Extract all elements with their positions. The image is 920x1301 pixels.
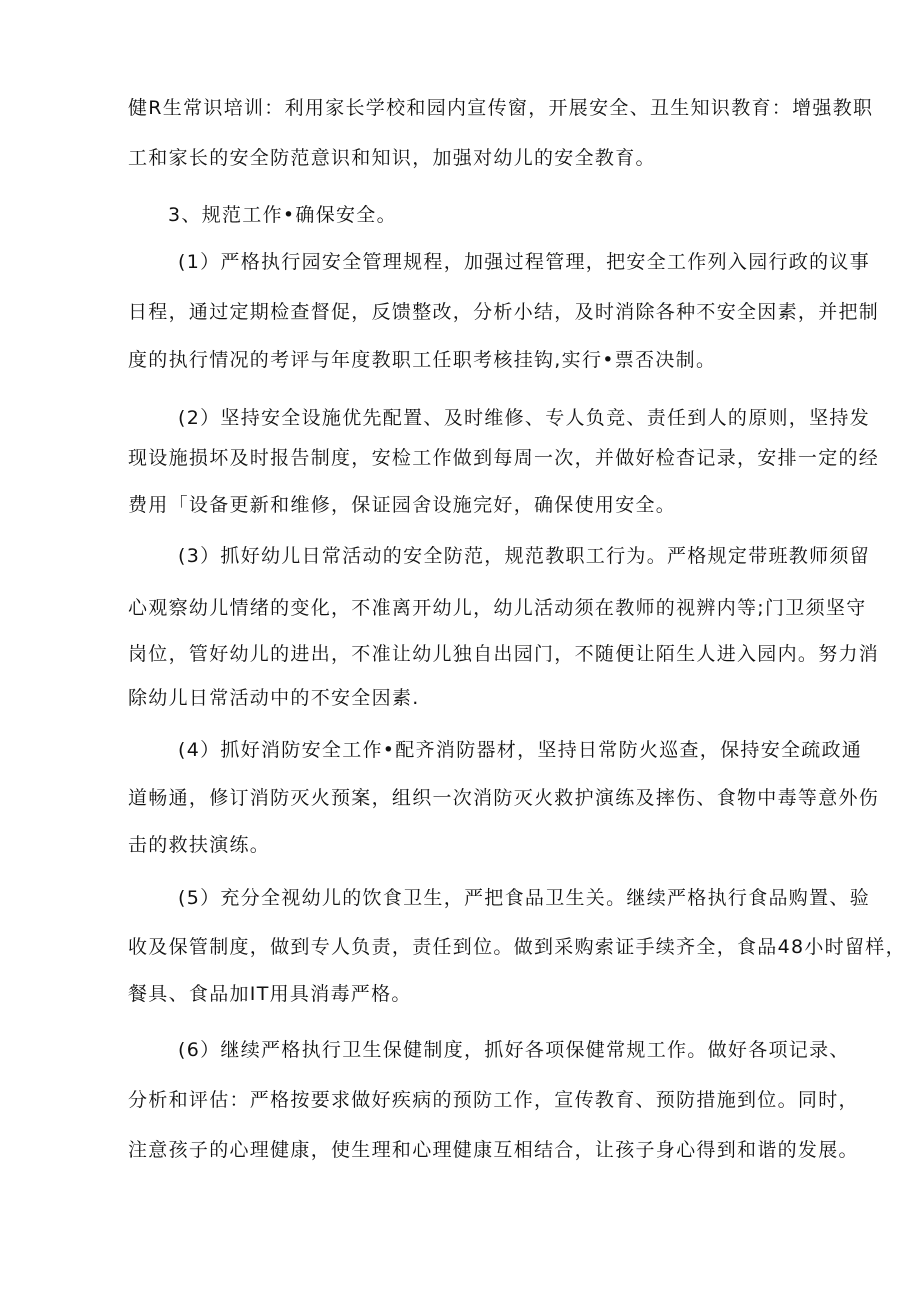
item-6-line-1: (6）继续严格执行卫生保健制度，抓好各项保健常规工作。做好各项记录、 bbox=[178, 1039, 850, 1061]
item-4-line-1: (4）抓好消防安全工作•配齐消防器材，坚持日常防火巡查，保持安全疏政通 bbox=[178, 739, 863, 761]
item-2-line-2: 现设施损坏及时报告制度，安检工作做到每周一次，并做好检杳记录，安排一定的经 bbox=[128, 447, 880, 469]
item-2-line-3: 费用「设备更新和维修，保证园舍设施完好，确保使用安全。 bbox=[128, 494, 677, 516]
item-1-line-2: 日程，通过定期检查督促，反馈整改，分析小结，及时消除各种不安全因素，并把制 bbox=[128, 301, 880, 323]
item-3-line-1: (3）抓好幼儿日常活动的安全防范，规范教职工行为。严格规定带班教师须留 bbox=[178, 545, 871, 567]
item-4-line-2: 道畅通，修订消防灭火预案，组织一次消防灭火救护演练及摔伤、食物中毒等意外伤 bbox=[128, 787, 880, 809]
item-6-line-3: 注意孩子的心理健康，使生理和心理健康互相结合，让孩子身心得到和谐的发展。 bbox=[128, 1139, 859, 1161]
item-1-line-1: (1）严格执行园安全管理规程，加强过程管理，把安全工作列入园行政的议事 bbox=[178, 251, 871, 273]
item-2-line-1: (2）坚持安全设施优先配置、及时维修、专人负竞、责任到人的原则，坚持发 bbox=[178, 407, 871, 429]
section-3-heading: 3、规范工作•确保安全。 bbox=[168, 204, 397, 226]
item-6-line-2: 分析和评估：严格按要求做好疾病的预防工作，宣传教育、预防措施到位。同时， bbox=[128, 1089, 859, 1111]
item-3-line-3: 岗位，管好幼儿的进出，不准让幼儿独自出园门，不随便让陌生人进入园内。努力消 bbox=[128, 643, 880, 665]
item-3-line-2: 心观察幼儿情绪的变化，不准离开幼儿，幼儿活动须在教师的视辨内等;门卫须坚守 bbox=[128, 597, 867, 619]
intro-line-1: 健R生常识培训：利用家长学校和园内宣传窗，开展安全、丑生知识教育：增强教职 bbox=[128, 97, 874, 119]
item-5-line-2: 收及保管制度，做到专人负责，责任到位。做到采购索证手续齐全，食品48小时留样， bbox=[128, 936, 906, 958]
item-5-line-3: 餐具、食品加IT用具消毒严格。 bbox=[128, 983, 412, 1005]
item-5-line-1: (5）充分全视幼儿的饮食卫生，严把食品卫生关。继续严格执行食品购置、验 bbox=[178, 887, 871, 909]
intro-line-2: 工和家长的安全防范意识和知识，加强对幼儿的安全教育。 bbox=[128, 147, 656, 169]
item-3-line-4: 除幼儿日常活动中的不安全因素. bbox=[128, 687, 420, 709]
item-4-line-3: 击的救扶演练。 bbox=[128, 834, 271, 856]
item-1-line-3: 度的执行情况的考评与年度教职工任职考核挂钩,实行•票否决制。 bbox=[128, 349, 717, 371]
